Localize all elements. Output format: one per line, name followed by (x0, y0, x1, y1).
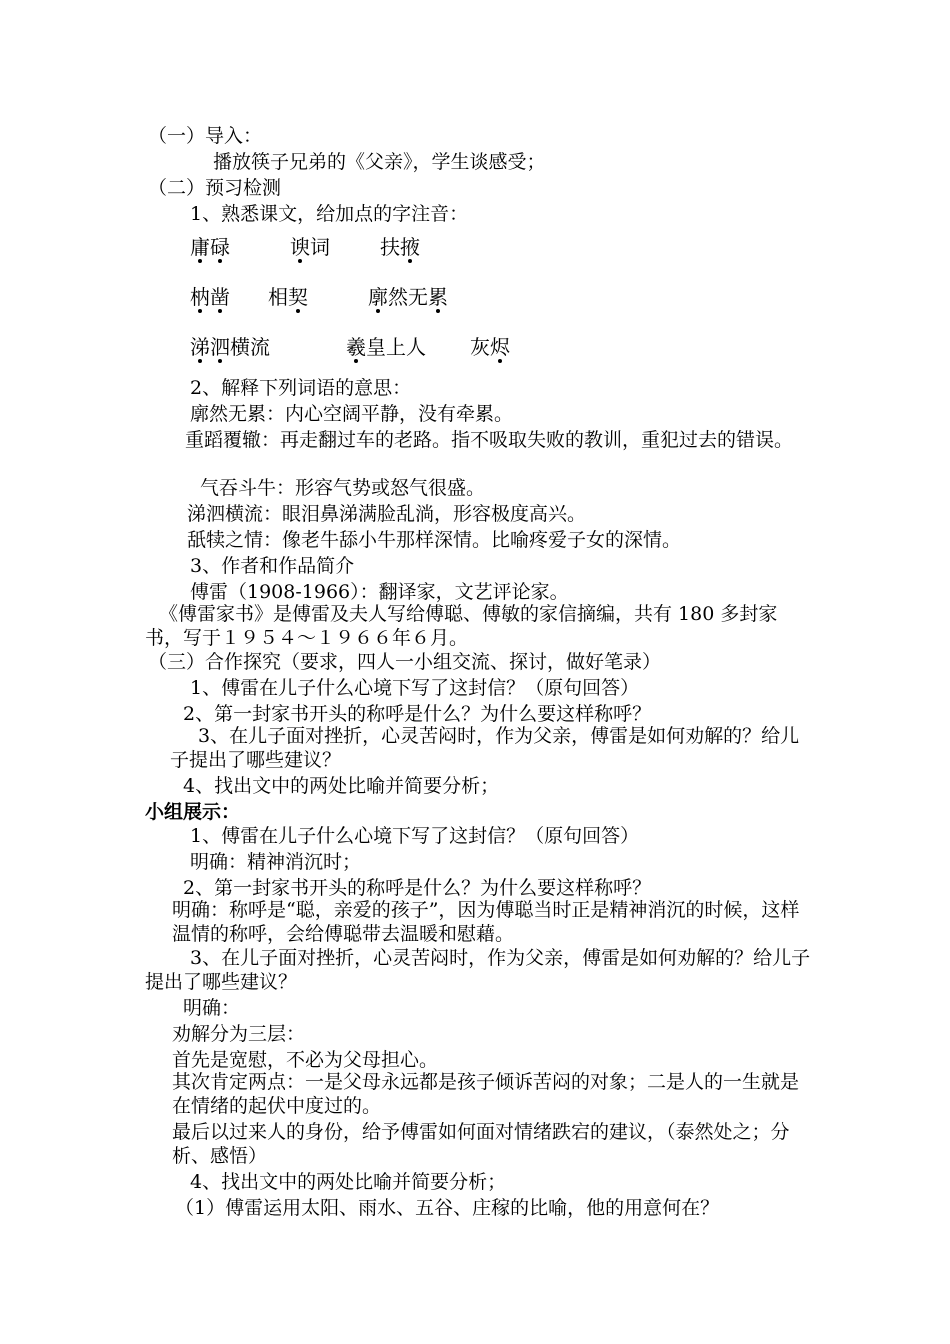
text-line: 3、作者和作品简介 (190, 555, 355, 577)
answer-line: 明确：精神消沉时； (190, 851, 362, 873)
vocab-word: 枘凿 (190, 284, 230, 310)
text-line: 1、熟悉课文，给加点的字注音： (190, 203, 469, 225)
emphasis-dots (190, 309, 230, 317)
emphasis-dots (268, 309, 308, 317)
vocab-word: 羲皇上人 (346, 334, 426, 360)
vocab-word: 廓然无累 (368, 284, 448, 310)
text-line: 气吞斗牛：形容气势或怒气很盛。 (200, 477, 486, 499)
vocab-word: 谀词 (290, 234, 330, 260)
section-heading-explore: （三）合作探究（要求，四人一小组交流、探讨，做好笔录） (148, 651, 662, 673)
text-paragraph: 重蹈覆辙：再走翻过车的老路。指不吸取失败的教训，重犯过去的错误。 (185, 429, 794, 451)
question-line: 2、第一封家书开头的称呼是什么？为什么要这样称呼？ (183, 877, 652, 899)
question-line: 4、找出文中的两处比喻并简要分析； (183, 775, 500, 797)
answer-paragraph: 明确：称呼是“聪，亲爱的孩子”，因为傅聪当时正是精神消沉的时候，这样温情的称呼，会给傅聪带去温暖和慰藉。 (172, 899, 800, 945)
emphasis-dots (190, 359, 270, 367)
question-line: （1）傅雷运用太阳、雨水、五谷、庄稼的比喻，他的用意何在？ (175, 1197, 720, 1219)
answer-line: 劝解分为三层： (172, 1023, 306, 1045)
text-paragraph: 《傅雷家书》是傅雷及夫人写给傅聪、傅敏的家信摘编，共有 180 多封家书，写于１９５４～１９６６年６月。 (145, 603, 778, 649)
answer-line: 首先是宽慰，不必为父母担心。 (172, 1049, 439, 1071)
text-line: 舐犊之情：像老牛舔小牛那样深情。比喻疼爱子女的深情。 (187, 529, 682, 551)
vocab-word: 相契 (268, 284, 308, 310)
emphasis-dots (346, 359, 426, 367)
section-heading-preview: （二）预习检测 (148, 177, 282, 199)
question-line: 2、第一封家书开头的称呼是什么？为什么要这样称呼？ (183, 703, 652, 725)
text-line: 播放筷子兄弟的《父亲》，学生谈感受； (213, 151, 546, 173)
question-paragraph: 3、在儿子面对挫折，心灵苦闷时，作为父亲，傅雷是如何劝解的？给儿子提出了哪些建议？ (170, 725, 800, 771)
vocab-word: 灰烬 (470, 334, 510, 360)
emphasis-dots (380, 259, 420, 267)
question-line: 4、找出文中的两处比喻并简要分析； (190, 1171, 507, 1193)
answer-paragraph: 最后以过来人的身份，给予傅雷如何面对情绪跌宕的建议，（泰然处之；分析、感悟） (172, 1121, 790, 1167)
text-line: 傅雷（1908-1966）：翻译家，文艺评论家。 (190, 581, 569, 603)
text-line: 2、解释下列词语的意思： (190, 377, 412, 399)
vocab-word: 扶掖 (380, 234, 420, 260)
question-line: 1、傅雷在儿子什么心境下写了这封信？（原句回答） (190, 825, 640, 847)
vocab-word: 庸碌 (190, 234, 230, 260)
answer-line: 明确： (183, 997, 241, 1019)
text-line: 廓然无累：内心空阔平静，没有牵累。 (190, 403, 514, 425)
emphasis-dots (368, 309, 448, 317)
emphasis-dots (190, 259, 230, 267)
answer-paragraph: 其次肯定两点：一是父母永远都是孩子倾诉苦闷的对象；二是人的一生就是在情绪的起伏中度过的。 (172, 1071, 800, 1117)
question-line: 1、傅雷在儿子什么心境下写了这封信？（原句回答） (190, 677, 640, 699)
section-heading-intro: （一）导入： (148, 125, 263, 147)
text-line: 涕泗横流：眼泪鼻涕满脸乱淌，形容极度高兴。 (187, 503, 587, 525)
section-heading-group-display: 小组展示： (145, 801, 241, 823)
emphasis-dots (290, 259, 330, 267)
vocab-word: 涕泗横流 (190, 334, 270, 360)
question-paragraph: 3、在儿子面对挫折，心灵苦闷时，作为父亲，傅雷是如何劝解的？给儿子提出了哪些建议？ (145, 947, 811, 993)
emphasis-dots (470, 359, 510, 367)
